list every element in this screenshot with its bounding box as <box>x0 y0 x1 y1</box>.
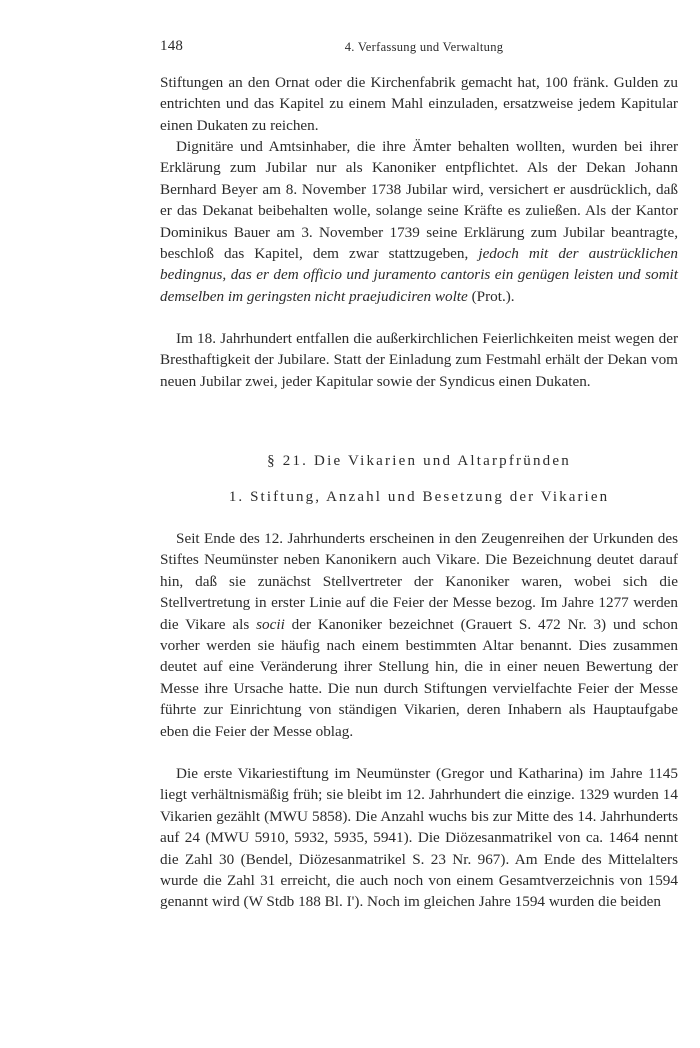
section-heading: § 21. Die Vikarien und Altarpfründen <box>267 453 571 469</box>
paragraph-stiftungen: Stiftungen an den Ornat oder die Kirchenfabrik gemacht hat, 100 fränk. Gulden zu entrichten und das Kapitel zu einem Mahl einzuladen, ersatzweise jedem Kapitular einen Dukaten zu reichen. <box>160 74 678 134</box>
paragraph-seit-ende: Seit Ende des 12. Jahrhunderts erscheinen in den Zeugenreihen der Urkunden des Stiftes Neumünster neben Kanonikern auch Vikare. Die Bezeichnung deutet darauf hin, daß sie zunächst Stellvertreter der Kanoniker waren, wobei sich die Stellvertretung in erster Linie auf die Feier der Messe bezog. Im Jahre 1277 werden die Vikare als socii der Kanoniker bezeichnet (Grauert S. 472 Nr. 3) und schon vorher werden sie häufig nach einem bestimmten Altar benannt. Dies zusammen deutet auf eine Veränderung ihrer Stellung hin, die in einer neuen Bewertung der Messe ihre Ursache hatte. Die nun durch Stiftungen vervielfachte Feier der Messe führte zur Einrichtung von ständigen Vikarien, deren Inhabern als Hauptaufgabe eben die Feier der Messe oblag. <box>160 530 678 740</box>
page-number: 148 <box>160 38 184 54</box>
page-header <box>160 38 678 58</box>
paragraph-18-jahrhundert: Im 18. Jahrhundert entfallen die außerkirchlichen Feierlichkeiten meist wegen der Bresthaftigkeit der Jubilare. Statt der Einladung zum Festmahl erhält der Dekan vom neuen Jubilar zwei, jeder Kapitular sowie der Syndicus einen Dukaten. <box>160 330 678 390</box>
italic-term: socii <box>256 615 285 633</box>
paragraph-erste-vikariestiftung: Die erste Vikariestiftung im Neumünster (Gregor und Katharina) im Jahre 1145 liegt verhältnismäßig früh; sie bleibt im 12. Jahrhundert die einzige. 1329 wurden 14 Vikarien gezählt (MWU 5858). Die Anzahl wuchs bis zur Mitte des 14. Jahrhunderts auf 24 (MWU 5910, 5932, 5935, 5941). Die Diözesanmatrikel von ca. 1464 nennt die Zahl 30 (Bendel, Diözesanmatrikel S. 23 Nr. 967). Am Ende des Mittelalters wurde die Zahl 31 erreicht, die auch noch von einem Gesamtverzeichnis von 1594 genannt wird (W Stdb 188 Bl. I'). Noch im gleichen Jahre 1594 wurden die beiden <box>160 765 678 911</box>
subsection-heading: 1. Stiftung, Anzahl und Besetzung der Vikarien <box>228 489 610 505</box>
latin-quote: jedoch mit der austrücklichen bedingnus, das er dem officio und juramento cantoris ein genügen leisten und somit demselben im geringsten nicht praejudiciren wolte <box>160 245 679 305</box>
running-title: 4. Verfassung und Verwaltung <box>344 40 504 54</box>
paragraph-dignitaere: Dignitäre und Amtsinhaber, die ihre Ämter behalten wollten, wurden bei ihrer Erklärung zum Jubilar nur als Kanoniker entpflichtet. Als der Dekan Johann Bernhard Beyer am 8. November 1738 Jubilar wird, versichert er ausdrücklich, daß er das Dekanat beibehalten wolle, solange seine Kräfte es zuließen. Als der Kantor Dominikus Bauer am 3. November 1739 seine Erklärung zum Jubilar beantragte, beschloß das Kapitel, dem zwar stattzugeben, jedoch mit der austrücklichen bedingnus, das er dem officio und juramento cantoris ein genügen leisten und somit demselben im geringsten nicht praejudiciren wolte (Prot.). <box>160 138 679 305</box>
